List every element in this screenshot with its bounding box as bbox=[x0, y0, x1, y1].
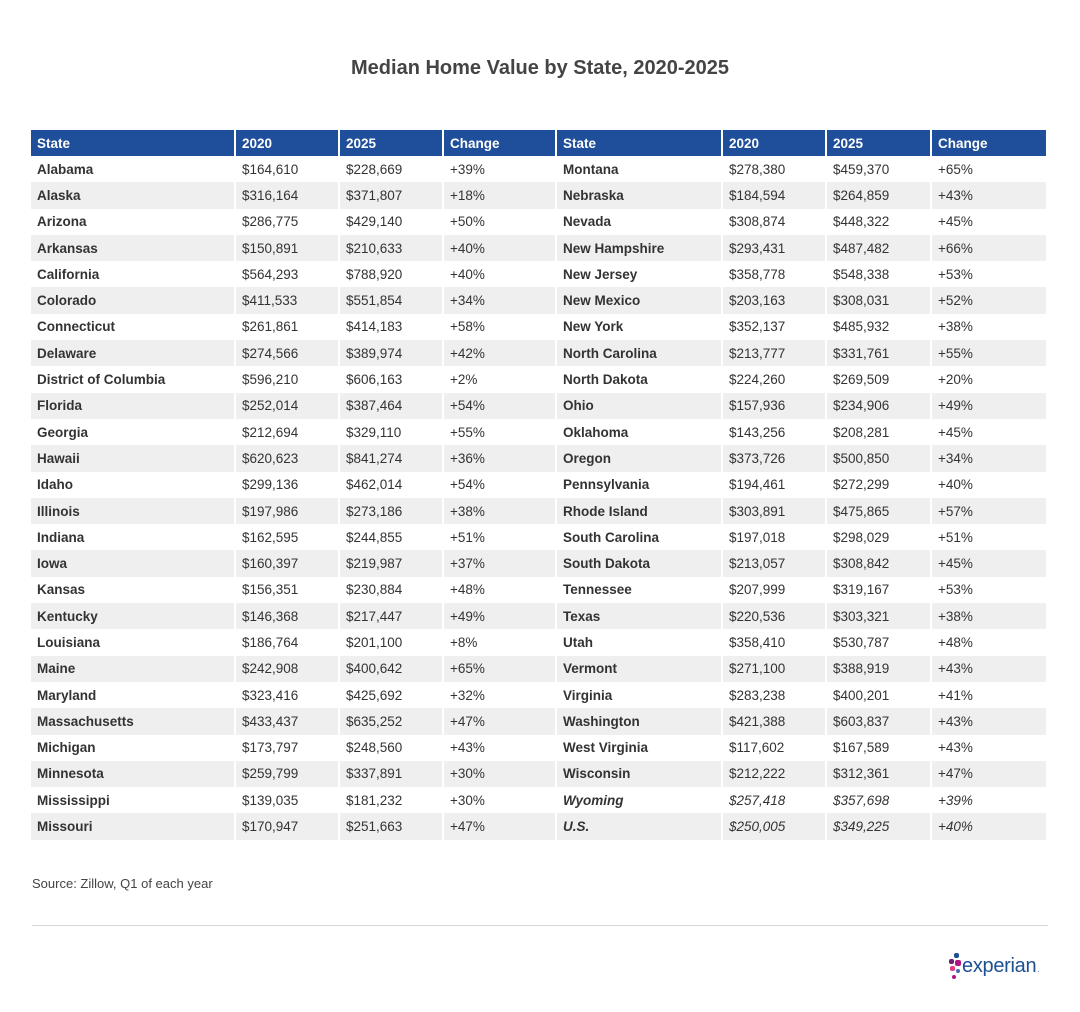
cell-2025-left: $551,854 bbox=[339, 287, 443, 313]
cell-change-right: +48% bbox=[931, 629, 1047, 655]
cell-state-left: Indiana bbox=[31, 524, 235, 550]
cell-2020-left: $197,986 bbox=[235, 498, 339, 524]
cell-change-right: +53% bbox=[931, 261, 1047, 287]
cell-2020-left: $433,437 bbox=[235, 708, 339, 734]
cell-2025-right: $603,837 bbox=[826, 708, 931, 734]
source-note: Source: Zillow, Q1 of each year bbox=[32, 876, 213, 891]
cell-change-left: +47% bbox=[443, 813, 556, 839]
cell-state-right: Pennsylvania bbox=[556, 472, 722, 498]
cell-change-left: +43% bbox=[443, 735, 556, 761]
cell-2020-right: $212,222 bbox=[722, 761, 826, 787]
cell-change-right: +38% bbox=[931, 603, 1047, 629]
cell-state-right: Oklahoma bbox=[556, 419, 722, 445]
cell-2025-right: $167,589 bbox=[826, 735, 931, 761]
cell-2025-right: $234,906 bbox=[826, 393, 931, 419]
cell-2025-right: $303,321 bbox=[826, 603, 931, 629]
cell-state-left: Connecticut bbox=[31, 314, 235, 340]
table-row bbox=[31, 340, 1047, 366]
cell-state-right: Oregon bbox=[556, 445, 722, 471]
header-2025-left: 2025 bbox=[339, 130, 443, 156]
cell-2025-right: $500,850 bbox=[826, 445, 931, 471]
cell-change-left: +40% bbox=[443, 235, 556, 261]
home-value-table bbox=[31, 130, 1048, 840]
cell-2020-right: $308,874 bbox=[722, 209, 826, 235]
logo-dot bbox=[954, 953, 959, 958]
cell-2020-right: $213,777 bbox=[722, 340, 826, 366]
cell-2020-right: $421,388 bbox=[722, 708, 826, 734]
cell-2025-right: $269,509 bbox=[826, 366, 931, 392]
cell-state-right: South Dakota bbox=[556, 550, 722, 576]
table-header-row bbox=[31, 130, 1047, 156]
cell-2025-left: $244,855 bbox=[339, 524, 443, 550]
cell-2020-left: $564,293 bbox=[235, 261, 339, 287]
header-state-left: State bbox=[31, 130, 235, 156]
cell-2020-left: $323,416 bbox=[235, 682, 339, 708]
cell-change-left: +54% bbox=[443, 472, 556, 498]
cell-state-right: New York bbox=[556, 314, 722, 340]
cell-change-left: +54% bbox=[443, 393, 556, 419]
cell-state-left: Minnesota bbox=[31, 761, 235, 787]
cell-2020-left: $156,351 bbox=[235, 577, 339, 603]
cell-change-right: +43% bbox=[931, 735, 1047, 761]
cell-2020-left: $150,891 bbox=[235, 235, 339, 261]
cell-2025-left: $219,987 bbox=[339, 550, 443, 576]
table-row bbox=[31, 550, 1047, 576]
cell-state-right: Washington bbox=[556, 708, 722, 734]
cell-2020-right: $203,163 bbox=[722, 287, 826, 313]
table-row bbox=[31, 629, 1047, 655]
cell-state-right: South Carolina bbox=[556, 524, 722, 550]
cell-2025-right: $349,225 bbox=[826, 813, 931, 839]
cell-2020-left: $259,799 bbox=[235, 761, 339, 787]
cell-state-right: Wisconsin bbox=[556, 761, 722, 787]
cell-state-left: Missouri bbox=[31, 813, 235, 839]
cell-2020-right: $293,431 bbox=[722, 235, 826, 261]
cell-2020-left: $411,533 bbox=[235, 287, 339, 313]
cell-state-right: New Jersey bbox=[556, 261, 722, 287]
cell-2020-left: $162,595 bbox=[235, 524, 339, 550]
table-row bbox=[31, 235, 1047, 261]
cell-state-left: Kentucky bbox=[31, 603, 235, 629]
cell-2025-left: $414,183 bbox=[339, 314, 443, 340]
page-title: Median Home Value by State, 2020-2025 bbox=[351, 57, 729, 79]
cell-2020-right: $224,260 bbox=[722, 366, 826, 392]
cell-2020-right: $373,726 bbox=[722, 445, 826, 471]
cell-2025-left: $201,100 bbox=[339, 629, 443, 655]
table-row bbox=[31, 419, 1047, 445]
cell-2020-left: $242,908 bbox=[235, 656, 339, 682]
cell-2025-left: $788,920 bbox=[339, 261, 443, 287]
table-row bbox=[31, 287, 1047, 313]
cell-2020-left: $164,610 bbox=[235, 156, 339, 182]
header-2020-left: 2020 bbox=[235, 130, 339, 156]
cell-state-right: Texas bbox=[556, 603, 722, 629]
cell-state-right: North Carolina bbox=[556, 340, 722, 366]
cell-state-left: Arizona bbox=[31, 209, 235, 235]
cell-state-left: California bbox=[31, 261, 235, 287]
cell-2025-left: $429,140 bbox=[339, 209, 443, 235]
cell-change-right: +40% bbox=[931, 813, 1047, 839]
table-row bbox=[31, 498, 1047, 524]
cell-state-right: New Hampshire bbox=[556, 235, 722, 261]
cell-change-right: +45% bbox=[931, 209, 1047, 235]
cell-2025-right: $448,322 bbox=[826, 209, 931, 235]
cell-change-left: +38% bbox=[443, 498, 556, 524]
cell-change-left: +42% bbox=[443, 340, 556, 366]
cell-change-left: +47% bbox=[443, 708, 556, 734]
cell-2025-left: $841,274 bbox=[339, 445, 443, 471]
table-row bbox=[31, 445, 1047, 471]
cell-2020-right: $213,057 bbox=[722, 550, 826, 576]
cell-change-right: +45% bbox=[931, 550, 1047, 576]
cell-state-left: Alabama bbox=[31, 156, 235, 182]
cell-state-left: Arkansas bbox=[31, 235, 235, 261]
cell-change-left: +55% bbox=[443, 419, 556, 445]
cell-2020-right: $271,100 bbox=[722, 656, 826, 682]
cell-change-right: +57% bbox=[931, 498, 1047, 524]
cell-2025-right: $308,031 bbox=[826, 287, 931, 313]
table-body bbox=[31, 156, 1047, 840]
cell-2025-left: $462,014 bbox=[339, 472, 443, 498]
cell-state-left: Maine bbox=[31, 656, 235, 682]
cell-2025-right: $272,299 bbox=[826, 472, 931, 498]
cell-state-right: Wyoming bbox=[556, 787, 722, 813]
cell-2020-right: $358,410 bbox=[722, 629, 826, 655]
logo-dot bbox=[952, 975, 956, 979]
cell-change-left: +48% bbox=[443, 577, 556, 603]
cell-state-left: Kansas bbox=[31, 577, 235, 603]
cell-2020-right: $220,536 bbox=[722, 603, 826, 629]
cell-2020-left: $212,694 bbox=[235, 419, 339, 445]
cell-2025-right: $312,361 bbox=[826, 761, 931, 787]
cell-2025-right: $388,919 bbox=[826, 656, 931, 682]
cell-2025-right: $475,865 bbox=[826, 498, 931, 524]
logo-text: experian bbox=[962, 955, 1037, 977]
cell-state-left: Alaska bbox=[31, 182, 235, 208]
cell-2025-left: $230,884 bbox=[339, 577, 443, 603]
cell-2020-left: $139,035 bbox=[235, 787, 339, 813]
cell-2020-left: $252,014 bbox=[235, 393, 339, 419]
cell-change-right: +66% bbox=[931, 235, 1047, 261]
cell-state-left: Illinois bbox=[31, 498, 235, 524]
cell-2025-left: $606,163 bbox=[339, 366, 443, 392]
table-row bbox=[31, 682, 1047, 708]
cell-change-left: +30% bbox=[443, 787, 556, 813]
table-row bbox=[31, 366, 1047, 392]
cell-2020-left: $173,797 bbox=[235, 735, 339, 761]
cell-state-right: Rhode Island bbox=[556, 498, 722, 524]
cell-state-right: Montana bbox=[556, 156, 722, 182]
divider bbox=[32, 925, 1048, 926]
table-row bbox=[31, 393, 1047, 419]
cell-2025-right: $485,932 bbox=[826, 314, 931, 340]
experian-logo bbox=[948, 953, 1048, 985]
cell-2020-right: $250,005 bbox=[722, 813, 826, 839]
cell-change-left: +58% bbox=[443, 314, 556, 340]
cell-2025-left: $210,633 bbox=[339, 235, 443, 261]
cell-change-left: +65% bbox=[443, 656, 556, 682]
cell-2020-left: $146,368 bbox=[235, 603, 339, 629]
cell-change-right: +53% bbox=[931, 577, 1047, 603]
cell-change-right: +52% bbox=[931, 287, 1047, 313]
table-row bbox=[31, 472, 1047, 498]
table-row bbox=[31, 603, 1047, 629]
cell-state-right: Virginia bbox=[556, 682, 722, 708]
cell-2025-left: $389,974 bbox=[339, 340, 443, 366]
cell-2020-left: $170,947 bbox=[235, 813, 339, 839]
cell-2025-right: $459,370 bbox=[826, 156, 931, 182]
table-row bbox=[31, 735, 1047, 761]
cell-2020-left: $261,861 bbox=[235, 314, 339, 340]
cell-change-left: +30% bbox=[443, 761, 556, 787]
cell-2025-right: $298,029 bbox=[826, 524, 931, 550]
cell-2020-left: $286,775 bbox=[235, 209, 339, 235]
cell-change-right: +40% bbox=[931, 472, 1047, 498]
cell-state-left: District of Columbia bbox=[31, 366, 235, 392]
table-row bbox=[31, 314, 1047, 340]
cell-state-left: Georgia bbox=[31, 419, 235, 445]
table-row bbox=[31, 787, 1047, 813]
cell-change-right: +34% bbox=[931, 445, 1047, 471]
cell-2025-right: $319,167 bbox=[826, 577, 931, 603]
cell-state-left: Iowa bbox=[31, 550, 235, 576]
cell-change-left: +2% bbox=[443, 366, 556, 392]
cell-2020-right: $157,936 bbox=[722, 393, 826, 419]
cell-2020-right: $303,891 bbox=[722, 498, 826, 524]
cell-2025-left: $337,891 bbox=[339, 761, 443, 787]
cell-2020-right: $117,602 bbox=[722, 735, 826, 761]
cell-2020-right: $207,999 bbox=[722, 577, 826, 603]
cell-2025-left: $248,560 bbox=[339, 735, 443, 761]
cell-state-right: Tennessee bbox=[556, 577, 722, 603]
cell-2025-right: $530,787 bbox=[826, 629, 931, 655]
cell-2020-left: $596,210 bbox=[235, 366, 339, 392]
cell-change-left: +36% bbox=[443, 445, 556, 471]
cell-state-left: Mississippi bbox=[31, 787, 235, 813]
cell-2025-left: $635,252 bbox=[339, 708, 443, 734]
cell-change-right: +55% bbox=[931, 340, 1047, 366]
cell-change-right: +43% bbox=[931, 656, 1047, 682]
cell-change-left: +49% bbox=[443, 603, 556, 629]
header-state-right: State bbox=[556, 130, 722, 156]
cell-state-right: U.S. bbox=[556, 813, 722, 839]
cell-change-left: +39% bbox=[443, 156, 556, 182]
table-row bbox=[31, 813, 1047, 839]
table-row bbox=[31, 209, 1047, 235]
cell-state-right: New Mexico bbox=[556, 287, 722, 313]
cell-state-left: Massachusetts bbox=[31, 708, 235, 734]
cell-change-left: +18% bbox=[443, 182, 556, 208]
cell-2020-right: $197,018 bbox=[722, 524, 826, 550]
logo-dot bbox=[956, 969, 960, 973]
cell-2020-right: $352,137 bbox=[722, 314, 826, 340]
cell-2020-right: $358,778 bbox=[722, 261, 826, 287]
cell-2025-left: $273,186 bbox=[339, 498, 443, 524]
header-change-left: Change bbox=[443, 130, 556, 156]
cell-change-left: +50% bbox=[443, 209, 556, 235]
cell-2025-right: $331,761 bbox=[826, 340, 931, 366]
cell-change-right: +65% bbox=[931, 156, 1047, 182]
cell-2025-right: $308,842 bbox=[826, 550, 931, 576]
header-2025-right: 2025 bbox=[826, 130, 931, 156]
cell-change-right: +43% bbox=[931, 708, 1047, 734]
cell-2020-left: $316,164 bbox=[235, 182, 339, 208]
header-change-right: Change bbox=[931, 130, 1047, 156]
cell-change-right: +41% bbox=[931, 682, 1047, 708]
cell-change-right: +49% bbox=[931, 393, 1047, 419]
table-row bbox=[31, 708, 1047, 734]
cell-2025-right: $548,338 bbox=[826, 261, 931, 287]
table-row bbox=[31, 761, 1047, 787]
cell-state-left: Hawaii bbox=[31, 445, 235, 471]
logo-dot bbox=[950, 966, 955, 971]
cell-state-right: Utah bbox=[556, 629, 722, 655]
table-row bbox=[31, 524, 1047, 550]
cell-state-left: Delaware bbox=[31, 340, 235, 366]
cell-change-left: +51% bbox=[443, 524, 556, 550]
cell-2025-left: $228,669 bbox=[339, 156, 443, 182]
cell-2025-right: $264,859 bbox=[826, 182, 931, 208]
cell-state-right: Nevada bbox=[556, 209, 722, 235]
table-row bbox=[31, 577, 1047, 603]
cell-state-left: Idaho bbox=[31, 472, 235, 498]
cell-change-right: +47% bbox=[931, 761, 1047, 787]
cell-2020-left: $299,136 bbox=[235, 472, 339, 498]
cell-2020-right: $278,380 bbox=[722, 156, 826, 182]
cell-change-right: +39% bbox=[931, 787, 1047, 813]
table-row bbox=[31, 182, 1047, 208]
cell-2025-left: $181,232 bbox=[339, 787, 443, 813]
cell-2020-right: $194,461 bbox=[722, 472, 826, 498]
logo-wordmark bbox=[962, 955, 1039, 978]
cell-change-right: +43% bbox=[931, 182, 1047, 208]
cell-2025-left: $371,807 bbox=[339, 182, 443, 208]
cell-state-right: Ohio bbox=[556, 393, 722, 419]
cell-change-left: +8% bbox=[443, 629, 556, 655]
cell-change-right: +38% bbox=[931, 314, 1047, 340]
table-row bbox=[31, 261, 1047, 287]
cell-2020-left: $274,566 bbox=[235, 340, 339, 366]
cell-2020-left: $620,623 bbox=[235, 445, 339, 471]
cell-change-left: +34% bbox=[443, 287, 556, 313]
cell-state-right: West Virginia bbox=[556, 735, 722, 761]
cell-2020-right: $283,238 bbox=[722, 682, 826, 708]
logo-dot bbox=[949, 959, 954, 964]
cell-change-right: +45% bbox=[931, 419, 1047, 445]
cell-2025-left: $251,663 bbox=[339, 813, 443, 839]
cell-2020-right: $257,418 bbox=[722, 787, 826, 813]
logo-tm: . bbox=[1037, 965, 1040, 974]
cell-state-right: Nebraska bbox=[556, 182, 722, 208]
cell-state-left: Florida bbox=[31, 393, 235, 419]
logo-dot bbox=[955, 960, 961, 966]
cell-change-right: +51% bbox=[931, 524, 1047, 550]
cell-change-left: +32% bbox=[443, 682, 556, 708]
table-row bbox=[31, 656, 1047, 682]
cell-change-left: +37% bbox=[443, 550, 556, 576]
cell-state-left: Louisiana bbox=[31, 629, 235, 655]
cell-2025-left: $217,447 bbox=[339, 603, 443, 629]
cell-2025-right: $208,281 bbox=[826, 419, 931, 445]
cell-2025-left: $400,642 bbox=[339, 656, 443, 682]
cell-2025-left: $425,692 bbox=[339, 682, 443, 708]
cell-2025-left: $387,464 bbox=[339, 393, 443, 419]
cell-2020-right: $143,256 bbox=[722, 419, 826, 445]
cell-2025-right: $400,201 bbox=[826, 682, 931, 708]
cell-2025-right: $357,698 bbox=[826, 787, 931, 813]
cell-state-right: Vermont bbox=[556, 656, 722, 682]
cell-2020-left: $186,764 bbox=[235, 629, 339, 655]
cell-state-left: Maryland bbox=[31, 682, 235, 708]
cell-2025-right: $487,482 bbox=[826, 235, 931, 261]
cell-state-left: Colorado bbox=[31, 287, 235, 313]
cell-2020-left: $160,397 bbox=[235, 550, 339, 576]
cell-change-left: +40% bbox=[443, 261, 556, 287]
cell-2025-left: $329,110 bbox=[339, 419, 443, 445]
cell-state-left: Michigan bbox=[31, 735, 235, 761]
header-2020-right: 2020 bbox=[722, 130, 826, 156]
cell-2020-right: $184,594 bbox=[722, 182, 826, 208]
cell-state-right: North Dakota bbox=[556, 366, 722, 392]
table-row bbox=[31, 156, 1047, 182]
cell-change-right: +20% bbox=[931, 366, 1047, 392]
